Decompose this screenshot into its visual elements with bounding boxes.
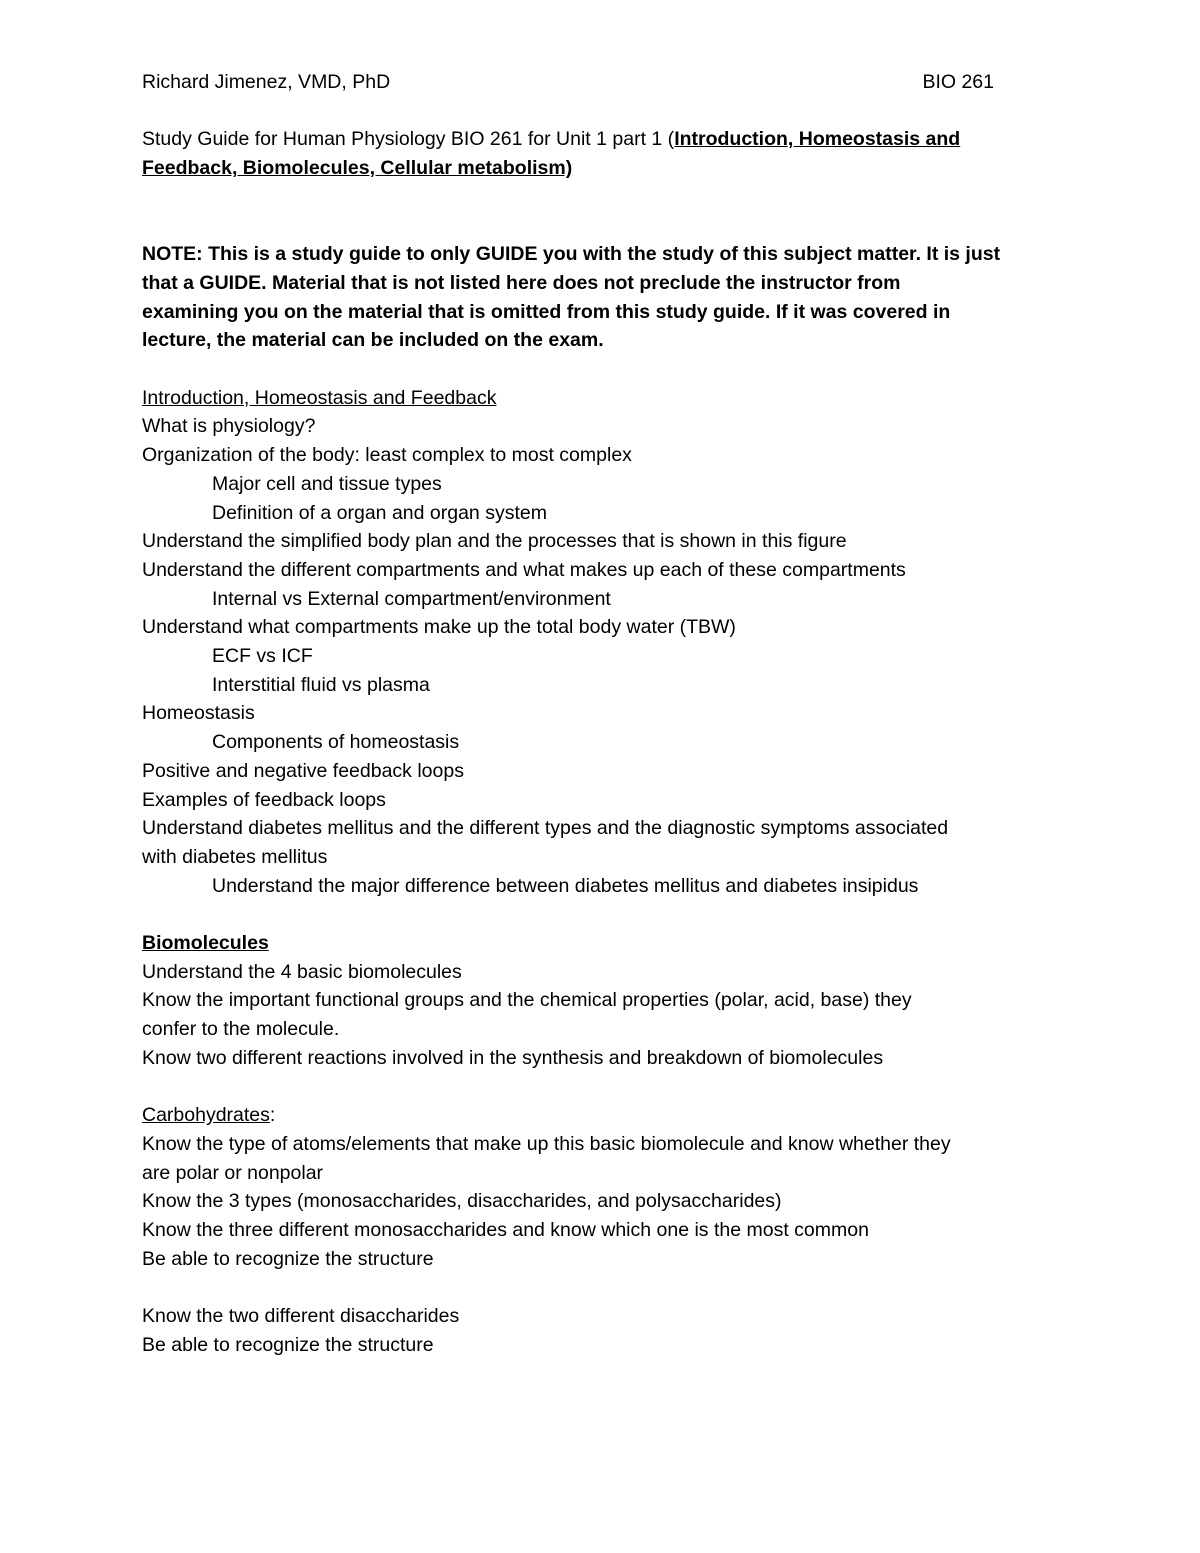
spacer <box>142 355 1062 384</box>
note-line: lecture, the material can be included on the exam. <box>142 329 604 352</box>
section-heading: Introduction, Homeostasis and Feedback <box>142 386 497 409</box>
list-item: Understand the different compartments and what makes up each of these compartments <box>142 558 906 581</box>
title-prefix: Study Guide for Human Physiology BIO 261 for Unit 1 part 1 ( <box>142 128 675 151</box>
note-line: examining you on the material that is omitted from this study guide. If it was covered in <box>142 300 951 323</box>
section-heading: Biomolecules <box>142 932 269 955</box>
spacer <box>142 1073 1062 1102</box>
list-item: Know the important functional groups and the chemical properties (polar, acid, base) they <box>142 989 912 1012</box>
page-header <box>142 68 994 97</box>
list-item: Homeostasis <box>142 702 255 725</box>
list-item: Be able to recognize the structure <box>142 1333 434 1356</box>
section-introduction <box>142 384 1062 901</box>
section-biomolecules <box>142 929 1062 1073</box>
document-title <box>142 125 1062 154</box>
section-heading <box>142 1101 1062 1130</box>
list-item: Interstitial fluid vs plasma <box>212 673 430 696</box>
list-item: are polar or nonpolar <box>142 1161 324 1184</box>
list-item: Organization of the body: least complex to most complex <box>142 444 632 467</box>
list-item: Understand the major difference between diabetes mellitus and diabetes insipidus <box>212 874 919 897</box>
spacer <box>142 1273 1062 1302</box>
spacer <box>142 900 1062 929</box>
note-block <box>142 240 1062 355</box>
list-item: Know the type of atoms/elements that make up this basic biomolecule and know whether they <box>142 1132 951 1155</box>
list-item: Know the two different disaccharides <box>142 1305 460 1328</box>
list-item: Positive and negative feedback loops <box>142 759 464 782</box>
list-item: Internal vs External compartment/environment <box>212 587 611 610</box>
title-topics-line1: Introduction, Homeostasis and <box>674 128 961 151</box>
list-item: ECF vs ICF <box>212 645 313 668</box>
course-code: BIO 261 <box>922 71 994 93</box>
list-item: Know two different reactions involved in the synthesis and breakdown of biomolecules <box>142 1046 884 1069</box>
section-heading-colon: : <box>269 1104 276 1127</box>
note-line: NOTE: This is a study guide to only GUIDE you with the study of this subject matter. It is just <box>142 243 1001 266</box>
list-item: What is physiology? <box>142 415 316 438</box>
list-item: confer to the molecule. <box>142 1018 340 1041</box>
list-item: Examples of feedback loops <box>142 788 386 811</box>
list-item: Understand diabetes mellitus and the different types and the diagnostic symptoms associated <box>142 817 949 840</box>
list-item: Know the three different monosaccharides and know which one is the most common <box>142 1219 869 1242</box>
list-item: Understand the simplified body plan and the processes that is shown in this figure <box>142 530 847 553</box>
list-item: with diabetes mellitus <box>142 845 328 868</box>
list-item: Understand what compartments make up the total body water (TBW) <box>142 616 736 639</box>
document-page <box>142 68 1062 1360</box>
section-heading-text: Carbohydrates <box>142 1104 270 1127</box>
list-item: Major cell and tissue types <box>212 472 442 495</box>
list-item: Know the 3 types (monosaccharides, disaccharides, and polysaccharides) <box>142 1190 782 1213</box>
author-name: Richard Jimenez, VMD, PhD <box>142 71 391 93</box>
title-topics-line2: Feedback, Biomolecules, Cellular metabolism) <box>142 157 573 180</box>
list-item: Be able to recognize the structure <box>142 1247 434 1270</box>
note-line: that a GUIDE. Material that is not listed here does not preclude the instructor from <box>142 271 901 294</box>
list-item: Definition of a organ and organ system <box>212 501 547 524</box>
list-item: Understand the 4 basic biomolecules <box>142 960 462 983</box>
section-carbohydrates <box>142 1101 1062 1359</box>
list-item: Components of homeostasis <box>212 731 460 754</box>
spacer <box>142 183 1062 240</box>
